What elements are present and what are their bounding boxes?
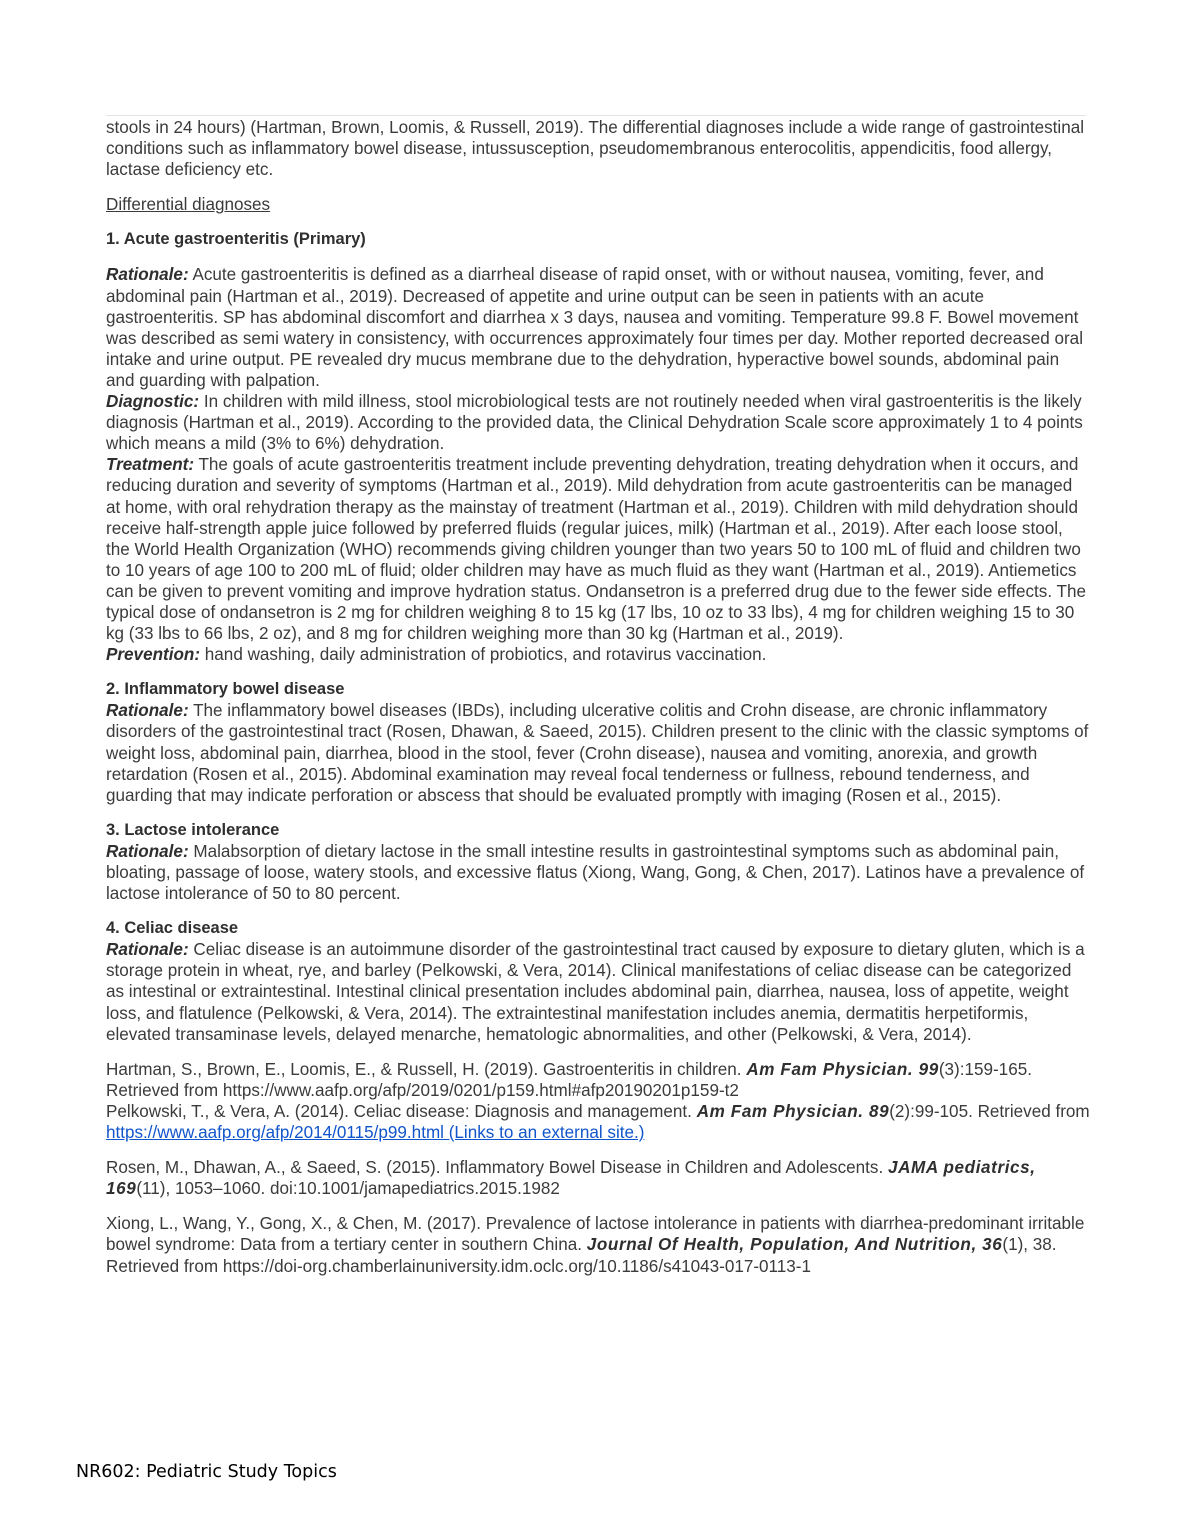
section-3-heading: 3. Lactose intolerance bbox=[106, 820, 280, 839]
differential-diagnoses-subtitle bbox=[106, 194, 1091, 215]
treatment-label: Treatment: bbox=[106, 455, 195, 475]
section-3-rationale bbox=[106, 841, 1091, 904]
rationale-label: Rationale: bbox=[106, 940, 189, 960]
reference-details: (11), 1053–1060. doi:10.1001/jamapediatrics.2015.1982 bbox=[136, 1179, 560, 1199]
section-1-heading: 1. Acute gastroenteritis (Primary) bbox=[106, 230, 366, 249]
reference-rosen bbox=[106, 1157, 1091, 1199]
section-1-rationale bbox=[106, 264, 1091, 391]
section-1-prevention bbox=[106, 644, 1091, 665]
top-divider bbox=[106, 115, 1086, 116]
diagnostic-text: In children with mild illness, stool microbiological tests are not routinely needed when viral gastroenteritis is the likely diagnosis (Hartman et al., 2019). According to the provided data, the Clinical Dehydration Scale score approximately 1 to 4 points which means a mild (3% to 6%) dehydration. bbox=[106, 392, 1083, 454]
page-footer: NR602: Pediatric Study Topics bbox=[76, 1462, 337, 1482]
reference-pelkowski bbox=[106, 1101, 1091, 1143]
subtitle-text: Differential diagnoses bbox=[106, 195, 271, 215]
reference-xiong bbox=[106, 1213, 1091, 1276]
treatment-text: The goals of acute gastroenteritis treatment include preventing dehydration, treating dehydration when it occurs, and reducing duration and severity of symptoms (Hartman et al., 2019). Mild dehydration from acute gastroenteritis can be managed at home, with oral rehydration therapy as the mainstay of treatment (Hartman et al., 2019). Children with mild dehydration should receive half-strength apple juice followed by preferred fluids (regular juices, milk) (Hartman et al., 2019). After each loose stool, the World Health Organization (WHO) recommends giving children younger than two years 50 to 100 mL of fluid and children two to 10 years of age 100 to 200 mL of fluid; older children may have as much fluid as they want (Hartman et al., 2019). Antiemetics can be given to prevent vomiting and improve hydration status. Ondansetron is a preferred drug due to the fewer side effects. The typical dose of ondansetron is 2 mg for children weighing 8 to 15 kg (17 lbs, 10 oz to 33 lbs), 4 mg for children weighing 15 to 30 kg (33 lbs to 66 lbs, 2 oz), and 8 mg for children weighing more than 30 kg (Hartman et al., 2019). bbox=[106, 455, 1086, 644]
reference-authors: Rosen, M., Dhawan, A., & Saeed, S. (2015). Inflammatory Bowel Disease in Children and Adolescents. bbox=[106, 1158, 888, 1178]
reference-journal: JAMA pediatrics, 169 bbox=[106, 1158, 1036, 1199]
section-2-rationale bbox=[106, 700, 1091, 805]
reference-link[interactable]: https://www.aafp.org/afp/2014/0115/p99.html bbox=[106, 1123, 444, 1143]
rationale-label: Rationale: bbox=[106, 841, 189, 861]
diagnostic-label: Diagnostic: bbox=[106, 392, 200, 412]
prevention-label: Prevention: bbox=[106, 645, 201, 665]
document-body bbox=[106, 117, 1091, 1277]
rationale-text: Acute gastroenteritis is defined as a diarrheal disease of rapid onset, with or without nausea, vomiting, fever, and abdominal pain (Hartman et al., 2019). Decreased of appetite and urine output can be seen in patients with an acute gastroenteritis. SP has abdominal discomfort and diarrhea x 3 days, nausea and vomiting. Temperature 99.8 F. Bowel movement was described as semi watery in consistency, with occurrences approximately four times per day. Mother reported decreased oral intake and urine output. PE revealed dry mucus membrane due to the dehydration, hyperactive bowel sounds, abdominal pain and guarding with palpation. bbox=[106, 265, 1083, 390]
reference-authors: Xiong, L., Wang, Y., Gong, X., & Chen, M. (2017). Prevalence of lactose intolerance in patients with diarrhea-predominant irritable bowel syndrome: Data from a tertiary center in southern China. bbox=[106, 1214, 1085, 1255]
section-2-heading: 2. Inflammatory bowel disease bbox=[106, 680, 345, 699]
section-1-treatment bbox=[106, 454, 1091, 644]
rationale-text: The inflammatory bowel diseases (IBDs), including ulcerative colitis and Crohn disease, are chronic inflammatory disorders of the gastrointestinal tract (Rosen, Dhawan, & Saeed, 2015). Children present to the clinic with the classic symptoms of weight loss, abdominal pain, diarrhea, blood in the stool, fever (Crohn disease), nausea and vomiting, anorexia, and growth retardation (Rosen et al., 2015). Abdominal examination may reveal focal tenderness or fullness, rebound tenderness, and guarding that may indicate perforation or abscess that should be evaluated promptly with imaging (Rosen et al., 2015). bbox=[106, 701, 1089, 805]
rationale-label: Rationale: bbox=[106, 701, 189, 721]
reference-journal: Journal Of Health, Population, And Nutrition, 36 bbox=[586, 1235, 1003, 1255]
reference-authors: Hartman, S., Brown, E., Loomis, E., & Russell, H. (2019). Gastroenteritis in children. bbox=[106, 1059, 747, 1079]
section-4-heading: 4. Celiac disease bbox=[106, 919, 239, 938]
reference-details: (3):159-165. Retrieved from https://www.aafp.org/afp/2019/0201/p159.html#afp20190201p159-t2 bbox=[106, 1059, 1032, 1100]
external-site-link[interactable]: (Links to an external site.) bbox=[443, 1123, 645, 1143]
section-4-rationale bbox=[106, 939, 1091, 1044]
intro-paragraph: stools in 24 hours) (Hartman, Brown, Loomis, & Russell, 2019). The differential diagnoses include a wide range of gastrointestinal conditions such as inflammatory bowel disease, intussusception, pseudomembranous enterocolitis, appendicitis, food allergy, lactase deficiency etc. bbox=[106, 118, 1085, 180]
reference-journal: Am Fam Physician. 89 bbox=[696, 1101, 890, 1121]
prevention-text: hand washing, daily administration of probiotics, and rotavirus vaccination. bbox=[200, 645, 767, 665]
reference-details: (1), 38. Retrieved from https://doi-org.chamberlainuniversity.idm.oclc.org/10.1186/s41043-017-0113-1 bbox=[106, 1235, 1057, 1276]
section-1-diagnostic bbox=[106, 391, 1091, 454]
reference-authors: Pelkowski, T., & Vera, A. (2014). Celiac disease: Diagnosis and management. bbox=[106, 1101, 697, 1121]
reference-hartman bbox=[106, 1059, 1091, 1101]
reference-journal: Am Fam Physician. 99 bbox=[746, 1059, 939, 1079]
rationale-label: Rationale: bbox=[106, 265, 189, 285]
reference-details: (2):99-105. Retrieved from bbox=[889, 1101, 1090, 1121]
rationale-text: Celiac disease is an autoimmune disorder of the gastrointestinal tract caused by exposure to dietary gluten, which is a storage protein in wheat, rye, and barley (Pelkowski, & Vera, 2014). Clinical manifestations of celiac disease can be categorized as intestinal or extraintestinal. Intestinal clinical presentation includes abdominal pain, diarrhea, nausea, loss of appetite, weight loss, and flatulence (Pelkowski, & Vera, 2014). The extraintestinal manifestation includes anemia, dermatitis herpetiformis, elevated transaminase levels, delayed menarche, hematologic abnormalities, and other (Pelkowski, & Vera, 2014). bbox=[106, 940, 1085, 1044]
rationale-text: Malabsorption of dietary lactose in the small intestine results in gastrointestinal symptoms such as abdominal pain, bloating, passage of loose, watery stools, and excessive flatus (Xiong, Wang, Gong, & Chen, 2017). Latinos have a prevalence of lactose intolerance of 50 to 80 percent. bbox=[106, 841, 1085, 904]
